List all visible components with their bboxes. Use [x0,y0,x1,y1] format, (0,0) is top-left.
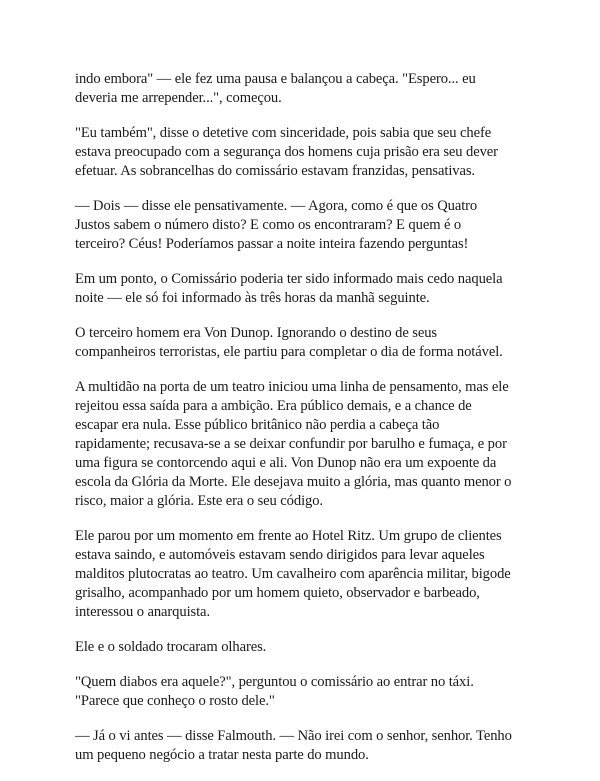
body-text [75,70,530,781]
text-line: terceiro? Céus! Poderíamos passar a noite inteira fazendo perguntas! [75,236,469,252]
text-line: malditos plutocratas ao teatro. Um cavalheiro com aparência militar, bigode [75,566,511,582]
paragraph [75,638,530,657]
text-line: noite — ele só foi informado às três horas da manhã seguinte. [75,290,430,306]
text-line: Ele parou por um momento em frente ao Hotel Ritz. Um grupo de clientes [75,528,502,544]
text-line: estava preocupado com a segurança dos homens cuja prisão era seu dever [75,144,498,160]
text-line: deveria me arrepender...", começou. [75,90,282,106]
paragraph [75,673,530,711]
text-line: escola da Glória da Morte. Ele desejava muito a glória, mas quanto menor o [75,474,512,490]
text-line: companheiros terroristas, ele partiu para completar o dia de forma notável. [75,344,503,360]
text-line: O terceiro homem era Von Dunop. Ignorando o destino de seus [75,325,437,341]
text-line: Ele e o soldado trocaram olhares. [75,639,267,655]
text-line: "Parece que conheço o rosto dele." [75,693,275,709]
text-line: uma figura se contorcendo aqui e ali. Von Dunop não era um expoente da [75,455,497,471]
paragraph [75,124,530,181]
paragraph [75,324,530,362]
text-line: indo embora" — ele fez uma pausa e balançou a cabeça. "Espero... eu [75,71,476,87]
paragraph [75,378,530,511]
text-line: rejeitou essa saída para a ambição. Era público demais, e a chance de [75,398,472,414]
text-line: A multidão na porta de um teatro iniciou uma linha de pensamento, mas ele [75,379,509,395]
text-line: efetuar. As sobrancelhas do comissário estavam franzidas, pensativas. [75,163,475,179]
paragraph [75,727,530,765]
text-line: risco, maior a glória. Este era o seu código. [75,493,323,509]
text-line: grisalho, acompanhado por um homem quieto, observador e barbeado, [75,585,480,601]
text-line: interessou o anarquista. [75,604,210,620]
paragraph [75,70,530,108]
text-line: estava saindo, e automóveis estavam sendo dirigidos para levar aqueles [75,547,485,563]
paragraph [75,527,530,622]
text-line: um pequeno negócio a tratar nesta parte do mundo. [75,747,369,763]
text-line: "Eu também", disse o detetive com sinceridade, pois sabia que seu chefe [75,125,492,141]
paragraph [75,270,530,308]
paragraph [75,197,530,254]
text-line: — Já o vi antes — disse Falmouth. — Não irei com o senhor, senhor. Tenho [75,728,512,744]
text-line: Justos sabem o número disto? E como os encontraram? E quem é o [75,217,462,233]
text-line: Em um ponto, o Comissário poderia ter sido informado mais cedo naquela [75,271,503,287]
text-line: "Quem diabos era aquele?", perguntou o comissário ao entrar no táxi. [75,674,474,690]
text-line: — Dois — disse ele pensativamente. — Agora, como é que os Quatro [75,198,478,214]
text-line: rapidamente; recusava-se a se deixar confundir por barulho e fumaça, e por [75,436,507,452]
text-line: escapar era nula. Esse público britânico não perdia a cabeça tão [75,417,440,433]
